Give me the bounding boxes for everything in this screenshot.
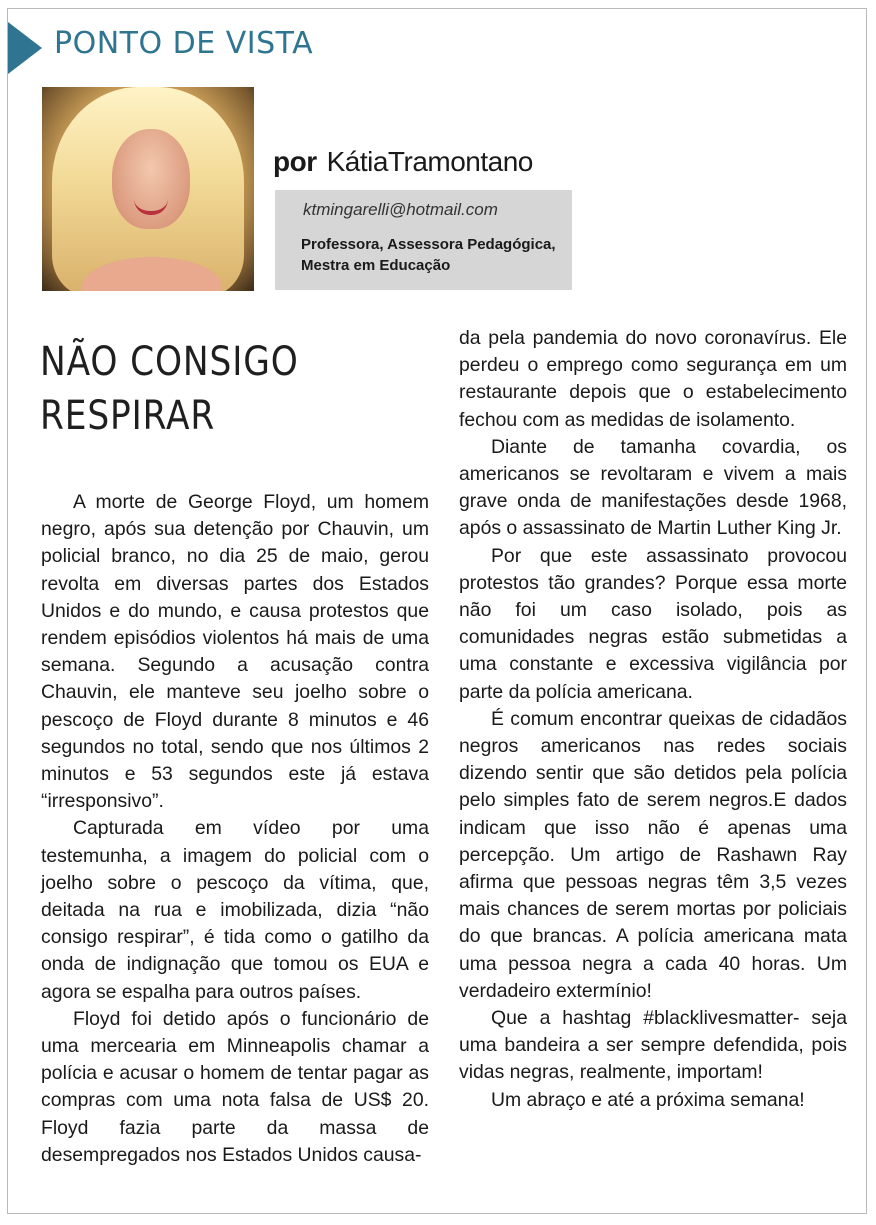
article-paragraph: É comum encontrar queixas de cidadãos negros americanos nas redes sociais dizendo sentir que são detidos pela polícia pelo simples fato de serem negros.E dados indicam que isso não é apenas uma percepção. Um artigo de Rashawn Ray afirma que pessoas negras têm 3,5 vezes mais chances de serem mortas por policiais do que brancas. A polícia americana mata uma pessoa negra a cada 40 horas. Um verdadeiro extermínio! bbox=[459, 707, 847, 1002]
section-marker-icon bbox=[8, 22, 42, 74]
article-paragraph: Capturada em vídeo por uma testemunha, a imagem do policial com o joelho sobre o pescoço da vítima, que, deitada na rua e imobilizada, dizia “não consigo respirar”, é tida como o gatilho da onda de indignação que tomou os EUA e agora se espalha para outros países. bbox=[41, 817, 429, 1003]
author-role: Professora, Assessora Pedagógica, Mestra em Educação bbox=[301, 236, 556, 274]
author-email[interactable]: ktmingarelli@hotmail.com bbox=[303, 200, 498, 219]
byline-prefix: por bbox=[273, 146, 317, 177]
article-paragraph: Diante de tamanha covardia, os americanos se revoltaram e vivem a mais grave onda de manifestações desde 1968, após o assassinato de Martin Luther King Jr. bbox=[459, 435, 847, 540]
author-name: KátiaTramontano bbox=[326, 146, 533, 177]
section-title: PONTO DE VISTA bbox=[54, 26, 314, 61]
author-info-box bbox=[275, 190, 572, 290]
author-photo bbox=[42, 87, 254, 291]
article-column-right bbox=[459, 325, 847, 1114]
article-paragraph: Por que este assassinato provocou protestos tão grandes? Porque essa morte não foi um caso isolado, pois as comunidades negras estão submetidas a uma constante e excessiva vigilância por parte da polícia americana. bbox=[459, 544, 847, 703]
article-paragraph: A morte de George Floyd, um homem negro, após sua detenção por Chauvin, um policial branco, no dia 25 de maio, gerou revolta em diversas partes dos Estados Unidos e do mundo, e causa protestos que rendem episódios violentos há mais de uma semana. Segundo a acusação contra Chauvin, ele manteve seu joelho sobre o pescoço de Floyd durante 8 minutos e 46 segundos no total, sendo que nos últimos 2 minutos e 53 segundos este já estava “irresponsivo”. bbox=[41, 491, 429, 813]
article-column-left bbox=[41, 489, 429, 1169]
article-closing: Um abraço e até a próxima semana! bbox=[491, 1088, 805, 1111]
author-byline bbox=[273, 146, 533, 178]
article-paragraph-continuation: da pela pandemia do novo coronavírus. Ele perdeu o emprego como segurança em um restaurante depois que o estabelecimento fechou com as medidas de isolamento. bbox=[459, 327, 847, 431]
article-headline: NÃO CONSIGO RESPIRAR bbox=[40, 339, 299, 439]
article-paragraph: Que a hashtag #blacklivesmatter- seja uma bandeira a ser sempre defendida, pois vidas negras, realmente, importam! bbox=[459, 1007, 847, 1084]
article-paragraph: Floyd foi detido após o funcionário de uma mercearia em Minneapolis chamar a polícia e acusar o homem de tentar pagar as compras com uma nota falsa de US$ 20. Floyd fazia parte da massa de desempregados nos Estados Unidos causa- bbox=[41, 1007, 429, 1166]
